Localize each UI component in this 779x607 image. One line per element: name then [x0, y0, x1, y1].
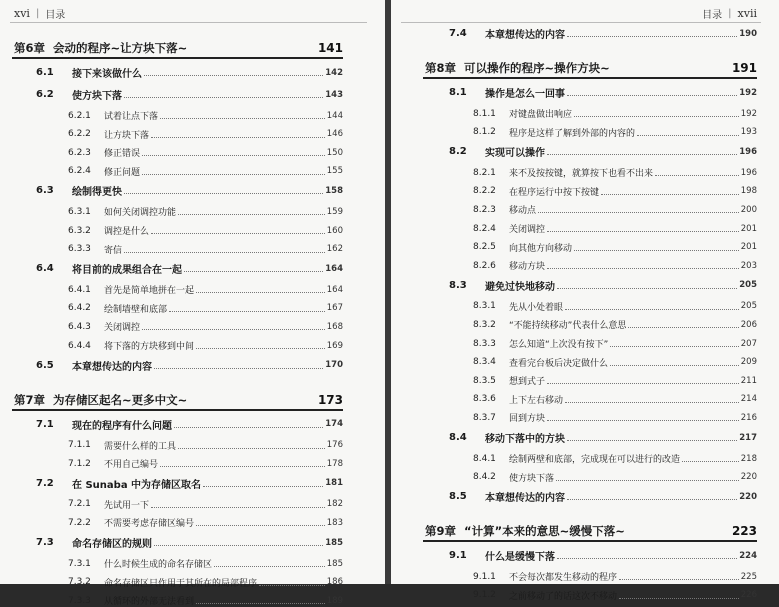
toc-entry-number: 6.2.1 [68, 110, 91, 121]
toc-entry-number: 7.3.1 [68, 558, 91, 569]
toc-entry-page: 167 [326, 303, 343, 314]
toc-subsection-entry [68, 557, 343, 570]
toc-entry-page: 206 [740, 319, 757, 330]
toc-entry-number: 第8章 [425, 61, 457, 75]
toc-entry-page: 141 [317, 41, 343, 55]
toc-entry-number: 8.4.1 [473, 453, 496, 464]
toc-leader-dots [154, 545, 323, 546]
toc-leader-dots [567, 499, 737, 500]
toc-subsection-entry [68, 320, 343, 333]
toc-entry-page: 150 [326, 147, 343, 158]
toc-entry-page: 211 [740, 375, 757, 386]
toc-entry-title: 移动方块 [509, 262, 546, 273]
toc-leader-dots [124, 252, 325, 253]
toc-entry-title: 移动下落中的方块 [485, 434, 565, 445]
toc-subsection-entry [68, 146, 343, 159]
toc-leader-dots [567, 440, 737, 441]
header-separator: | [35, 8, 40, 19]
toc-entry-title: 回到方块 [509, 414, 546, 425]
toc-entry-page: 207 [740, 338, 757, 349]
toc-entry-title: 先从小处着眼 [509, 302, 564, 313]
toc-entry-title: 操作是怎么一回事 [485, 89, 565, 100]
toc-entry-page: 190 [739, 28, 757, 39]
toc-section-entry [36, 261, 343, 276]
toc-subsection-entry [68, 224, 343, 237]
toc-entry-title: 试着让点下落 [104, 112, 159, 122]
toc-entry-page: 173 [317, 392, 343, 407]
toc-entry-title: 不用自己编号 [104, 460, 159, 471]
toc-entry-page: 143 [325, 89, 343, 100]
toc-subsection-entry [68, 439, 343, 452]
toc-entry-number: 8.2.3 [473, 204, 496, 215]
toc-entry-title: 不会每次都发生移动的程序 [509, 573, 618, 584]
toc-section-entry [36, 65, 343, 80]
toc-subsection-entry [473, 374, 757, 387]
header-rule [10, 22, 367, 23]
toc-leader-dots [547, 383, 739, 384]
toc-entry-number: 8.4 [449, 432, 467, 443]
toc-subsection-entry [68, 339, 343, 352]
chapter-rule [423, 540, 757, 542]
toc-entry-number: 8.2.5 [473, 242, 496, 253]
toc-entry-page: 159 [326, 206, 343, 217]
toc-entry-number: 8.3.7 [473, 412, 496, 423]
toc-entry-number: 第6章 [14, 41, 46, 55]
toc-entry-number: 6.3 [36, 185, 54, 197]
toc-entry-page: 183 [326, 517, 343, 528]
toc-entry-page: 178 [326, 458, 343, 469]
toc-entry-title: 将下落的方块移到中间 [104, 342, 195, 352]
toc-entry-number: 7.1 [36, 418, 54, 430]
toc-subsection-entry [68, 302, 343, 315]
right-page-number: xvii [737, 7, 757, 20]
toc-entry-number: 8.2.4 [473, 223, 496, 234]
toc-entry-number: 6.2.2 [68, 129, 91, 140]
toc-entry-page: 201 [740, 242, 757, 253]
toc-entry-number: 8.1.2 [473, 127, 496, 138]
toc-entry-number: 8.3.6 [473, 394, 496, 405]
toc-entry-number: 6.3.1 [68, 206, 91, 217]
toc-leader-dots [160, 466, 325, 467]
toc-leader-dots [151, 233, 325, 234]
toc-entry-title: 为存储区起名~更多中文~ [53, 392, 188, 407]
toc-entry-title: 使方块下落 [509, 473, 555, 484]
toc-leader-dots [574, 250, 739, 251]
toc-entry-title: 程序是这样了解到外部的内容的 [509, 128, 636, 139]
toc-entry-page: 186 [326, 577, 343, 588]
toc-subsection-entry [473, 411, 757, 424]
toc-subsection-entry [68, 516, 343, 529]
toc-leader-dots [196, 603, 325, 604]
left-running-head [14, 6, 65, 21]
toc-entry-title: 可以操作的程序~操作方块~ [464, 61, 610, 75]
right-header-label: 目录 [702, 10, 723, 21]
toc-entry-number: 7.1.2 [68, 458, 91, 469]
toc-leader-dots [196, 525, 325, 526]
toc-entry-title: “不能持续移动”代表什么意思 [509, 321, 627, 332]
toc-entry-page: 196 [740, 167, 757, 178]
toc-entry-page: 200 [740, 204, 757, 215]
toc-subsection-entry [68, 498, 343, 511]
toc-subsection-entry [68, 165, 343, 178]
toc-entry-title: 怎么知道“上次没有按下” [509, 340, 609, 350]
toc-entry-number: 6.3.2 [68, 225, 91, 236]
toc-entry-title: “计算”本来的意思~缓慢下落~ [464, 524, 625, 539]
toc-entry-number: 第9章 [425, 524, 457, 539]
chapter-rule [423, 77, 757, 79]
toc-entry-page: 181 [325, 478, 343, 489]
toc-entry-title: 需要什么样的工具 [104, 441, 177, 452]
toc-leader-dots [628, 327, 738, 328]
left-header-label: 目录 [45, 10, 66, 21]
toc-entry-page: 216 [740, 412, 757, 423]
toc-entry-title: 从循环的外部无法看到 [104, 597, 195, 607]
toc-entry-page: 158 [325, 185, 343, 196]
chapter-rule [12, 409, 343, 411]
toc-section-entry [449, 548, 757, 563]
toc-entry-number: 6.4.4 [68, 340, 91, 351]
toc-entry-title: 之前移动了的话这次不移动 [509, 591, 618, 602]
toc-subsection-entry [68, 109, 343, 122]
toc-entry-title: 向其他方向移动 [509, 243, 573, 254]
toc-entry-page: 185 [325, 537, 343, 548]
toc-entry-page: 160 [326, 225, 343, 236]
toc-leader-dots [142, 155, 325, 156]
toc-entry-page: 193 [740, 127, 757, 138]
toc-entry-page: 168 [326, 321, 343, 332]
toc-entry-number: 8.2.6 [473, 260, 496, 271]
toc-entry-title: 关闭调控 [509, 225, 546, 235]
toc-entry-page: 176 [326, 440, 343, 451]
toc-leader-dots [196, 348, 325, 349]
toc-entry-title: 本章想传达的内容 [485, 30, 565, 41]
toc-entry-number: 9.1.1 [473, 571, 496, 582]
toc-entry-title: 对键盘做出响应 [509, 110, 573, 120]
toc-leader-dots [184, 271, 323, 272]
toc-entry-title: 绘制两壁和底部，完成现在可以进行的改造 [509, 455, 681, 465]
toc-leader-dots [151, 137, 325, 138]
toc-subsection-entry [473, 300, 757, 313]
toc-subsection-entry [68, 128, 343, 141]
chapter-rule [12, 57, 343, 59]
toc-entry-number: 7.2.2 [68, 517, 91, 528]
toc-section-entry [449, 278, 757, 293]
toc-entry-title: 避免过快地移动 [485, 281, 555, 293]
toc-leader-dots [259, 585, 325, 586]
toc-entry-page: 170 [325, 360, 343, 371]
toc-leader-dots [682, 461, 739, 462]
toc-section-entry [449, 26, 757, 41]
toc-entry-title: 使方块下落 [72, 91, 122, 102]
toc-entry-page: 224 [739, 550, 757, 561]
toc-section-entry [36, 183, 343, 198]
toc-entry-title: 修正错误 [104, 149, 141, 160]
toc-section-entry [36, 535, 343, 550]
header-separator: | [728, 8, 732, 19]
left-page-number: xvi [14, 7, 30, 20]
toc-leader-dots [574, 116, 739, 117]
toc-entry-page: 225 [740, 571, 757, 582]
toc-entry-page: 214 [740, 394, 757, 405]
toc-leader-dots [196, 292, 325, 293]
toc-entry-page: 209 [740, 357, 757, 368]
toc-leader-dots [154, 368, 323, 369]
toc-entry-number: 8.3.2 [473, 319, 496, 330]
toc-leader-dots [144, 75, 323, 76]
toc-leader-dots [557, 558, 737, 559]
toc-section-entry [449, 430, 757, 445]
toc-subsection-entry [473, 126, 757, 139]
toc-entry-number: 7.4 [449, 28, 467, 39]
toc-subsection-entry [473, 356, 757, 369]
toc-subsection-entry [473, 471, 757, 484]
toc-leader-dots [619, 579, 739, 580]
toc-entry-title: 让方块下落 [104, 130, 150, 141]
toc-entry-number: 8.3 [449, 279, 467, 291]
toc-entry-page: 223 [731, 524, 757, 539]
toc-leader-dots [214, 566, 325, 567]
toc-entry-page: 198 [740, 186, 757, 197]
toc-leader-dots [567, 95, 737, 96]
toc-entry-title: 寄信 [104, 245, 123, 256]
toc-entry-number: 6.4.1 [68, 284, 91, 295]
toc-entry-title: 绘制得更快 [72, 187, 122, 199]
toc-entry-number: 6.5 [36, 359, 54, 371]
toc-subsection-entry [68, 457, 343, 470]
toc-entry-title: 在 Sunaba 中为存储区取名 [72, 479, 202, 491]
toc-leader-dots [174, 427, 323, 428]
toc-leader-dots [547, 231, 739, 232]
toc-entry-page: 217 [739, 432, 757, 443]
toc-subsection-entry [473, 222, 757, 235]
toc-chapter-entry [425, 523, 757, 539]
toc-subsection-entry [68, 576, 343, 589]
toc-subsection-entry [68, 243, 343, 256]
toc-subsection-entry [473, 107, 757, 120]
toc-entry-title: 如何关闭调控功能 [104, 208, 177, 219]
toc-entry-title: 实现可以操作 [485, 148, 545, 160]
toc-leader-dots [151, 507, 325, 508]
toc-entry-page: 169 [326, 340, 343, 351]
toc-leader-dots [169, 311, 325, 312]
toc-entry-page: 220 [739, 491, 757, 502]
toc-leader-dots [547, 420, 739, 421]
toc-leader-dots [178, 214, 325, 215]
toc-entry-title: 会动的程序~让方块下落~ [53, 41, 188, 55]
toc-leader-dots [142, 329, 325, 330]
toc-entry-title: 命名存储区的规则 [72, 539, 152, 550]
toc-entry-page: 220 [740, 472, 757, 483]
toc-entry-number: 7.3.3 [68, 595, 91, 606]
toc-entry-title: 本章想传达的内容 [72, 361, 152, 373]
toc-entry-number: 8.5 [449, 491, 467, 503]
toc-entry-number: 8.2.2 [473, 186, 496, 197]
toc-section-entry [449, 489, 757, 504]
toc-leader-dots [142, 174, 325, 175]
toc-subsection-entry [68, 594, 343, 607]
toc-entry-page: 205 [739, 280, 757, 291]
toc-entry-title: 移动点 [509, 206, 537, 217]
toc-subsection-entry [473, 259, 757, 272]
toc-subsection-entry [473, 337, 757, 350]
toc-entry-number: 6.3.3 [68, 244, 91, 255]
toc-entry-number: 8.2.1 [473, 167, 496, 178]
toc-entry-title: 修正问题 [104, 167, 141, 178]
toc-section-entry [449, 144, 757, 159]
toc-entry-title: 上下左右移动 [509, 395, 564, 406]
toc-entry-number: 9.1 [449, 550, 467, 562]
toc-entry-title: 接下来该做什么 [72, 69, 142, 80]
toc-section-entry [36, 476, 343, 491]
toc-entry-number: 8.1.1 [473, 108, 496, 119]
left-page [0, 0, 385, 607]
toc-entry-page: 182 [326, 499, 343, 510]
toc-entry-number: 6.4.2 [68, 303, 91, 314]
toc-entry-number: 7.1.1 [68, 440, 91, 451]
toc-entry-page: 205 [740, 301, 757, 312]
toc-entry-title: 来不及按按键，就算按下也看不出来 [509, 169, 654, 180]
toc-entry-title: 在程序运行中按下按键 [509, 187, 600, 198]
toc-entry-page: 185 [326, 558, 343, 569]
toc-leader-dots [178, 448, 325, 449]
toc-entry-number: 7.3.2 [68, 577, 91, 588]
toc-entry-number: 8.2 [449, 146, 467, 158]
toc-subsection-entry [473, 589, 757, 602]
toc-leader-dots [655, 175, 739, 176]
toc-entry-page: 146 [326, 129, 343, 140]
toc-entry-number: 8.3.5 [473, 375, 496, 386]
toc-entry-title: 查看完台板后决定做什么 [509, 358, 609, 369]
toc-entry-title: 关闭调控 [104, 323, 141, 334]
toc-entry-title: 什么时候生成的命名存储区 [104, 560, 213, 570]
toc-entry-number: 6.2.3 [68, 147, 91, 158]
toc-leader-dots [565, 309, 739, 310]
toc-subsection-entry [473, 203, 757, 216]
toc-entry-page: 164 [326, 284, 343, 295]
toc-subsection-entry [68, 205, 343, 218]
toc-entry-page: 196 [739, 146, 757, 157]
toc-entry-page: 226 [740, 590, 757, 601]
toc-entry-number: 9.1.2 [473, 590, 496, 601]
toc-entry-title: 绘制墙壁和底部 [104, 304, 168, 315]
toc-chapter-entry [14, 392, 343, 408]
toc-entry-number: 8.3.1 [473, 301, 496, 312]
toc-leader-dots [610, 365, 739, 366]
toc-entry-title: 将目前的成果组合在一起 [72, 265, 182, 277]
toc-entry-number: 第7章 [14, 392, 46, 407]
toc-entry-title: 想到式子 [509, 377, 546, 388]
toc-entry-number: 8.1 [449, 87, 467, 98]
toc-entry-number: 8.4.2 [473, 472, 496, 483]
toc-subsection-entry [473, 185, 757, 198]
toc-leader-dots [547, 154, 737, 155]
toc-entry-page: 218 [740, 453, 757, 464]
toc-entry-number: 7.2.1 [68, 499, 91, 510]
toc-leader-dots [160, 118, 325, 119]
toc-leader-dots [547, 268, 739, 269]
toc-entry-page: 189 [326, 595, 343, 606]
toc-entry-title: 本章想传达的内容 [485, 493, 565, 505]
toc-entry-page: 203 [740, 260, 757, 271]
toc-entry-title: 首先是简单地拼在一起 [104, 286, 195, 297]
toc-entry-title: 什么是缓慢下落 [485, 552, 555, 564]
toc-section-entry [449, 85, 757, 100]
toc-chapter-entry [14, 40, 343, 56]
toc-leader-dots [619, 598, 739, 599]
toc-entry-page: 201 [740, 223, 757, 234]
toc-subsection-entry [473, 452, 757, 465]
toc-leader-dots [637, 135, 739, 136]
toc-entry-page: 192 [740, 108, 757, 119]
toc-entry-title: 现在的程序有什么问题 [72, 420, 172, 432]
toc-subsection-entry [473, 318, 757, 331]
toc-subsection-entry [473, 166, 757, 179]
toc-entry-title: 调控是什么 [104, 227, 150, 237]
toc-leader-dots [565, 402, 739, 403]
toc-entry-title: 不需要考虑存储区编号 [104, 519, 195, 530]
toc-entry-page: 162 [326, 244, 343, 255]
toc-entry-number: 6.1 [36, 67, 54, 78]
toc-entry-page: 164 [325, 263, 343, 274]
toc-subsection-entry [473, 570, 757, 583]
toc-leader-dots [557, 288, 737, 289]
toc-subsection-entry [68, 283, 343, 296]
toc-leader-dots [124, 193, 323, 194]
toc-entry-number: 6.4 [36, 263, 54, 275]
toc-leader-dots [203, 486, 323, 487]
toc-entry-page: 191 [731, 61, 757, 75]
toc-entry-number: 8.3.4 [473, 357, 496, 368]
right-running-head [702, 6, 757, 21]
toc-section-entry [36, 417, 343, 432]
toc-leader-dots [601, 194, 739, 195]
toc-leader-dots [610, 346, 738, 347]
toc-chapter-entry [425, 60, 757, 76]
toc-entry-number: 6.4.3 [68, 321, 91, 332]
toc-entry-title: 命名存储区只作用于其所在的局部程序 [104, 578, 258, 589]
toc-entry-number: 6.2.4 [68, 166, 91, 177]
toc-leader-dots [567, 36, 737, 37]
toc-entry-page: 192 [739, 87, 757, 98]
toc-subsection-entry [473, 393, 757, 406]
toc-entry-page: 174 [325, 419, 343, 430]
right-page [391, 0, 779, 602]
toc-section-entry [36, 87, 343, 102]
toc-section-entry [36, 358, 343, 373]
toc-entry-number: 8.3.3 [473, 338, 496, 349]
toc-leader-dots [556, 480, 739, 481]
header-rule [401, 22, 761, 23]
toc-entry-page: 155 [326, 166, 343, 177]
toc-entry-number: 6.2 [36, 89, 54, 100]
toc-entry-page: 144 [326, 110, 343, 121]
toc-entry-number: 7.3 [36, 537, 54, 548]
toc-entry-number: 7.2 [36, 477, 54, 489]
toc-leader-dots [538, 212, 739, 213]
toc-subsection-entry [473, 241, 757, 254]
toc-leader-dots [124, 97, 323, 98]
toc-entry-page: 142 [325, 67, 343, 78]
toc-entry-title: 先试用一下 [104, 500, 150, 511]
